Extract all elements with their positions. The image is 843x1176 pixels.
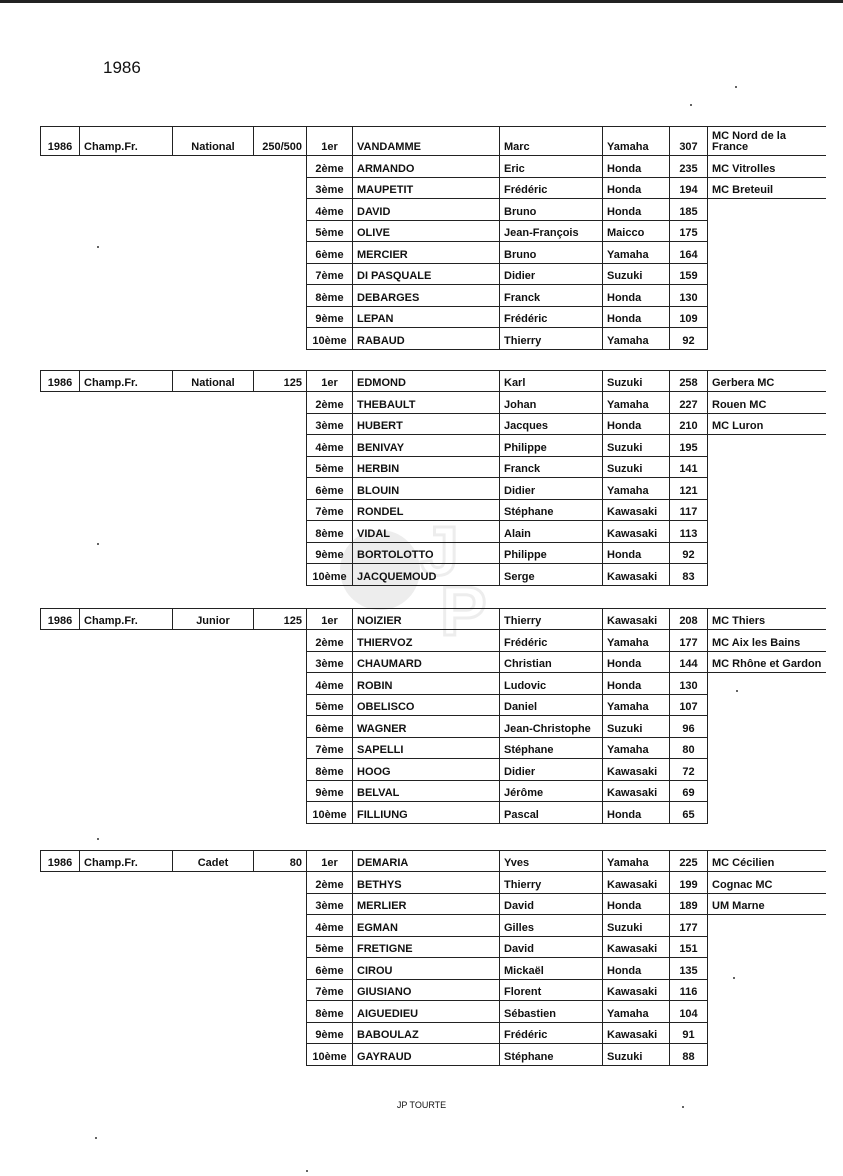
place-cell: 3ème: [306, 178, 353, 200]
brand-cell: Suzuki: [603, 370, 670, 392]
result-row: [40, 958, 826, 980]
place-cell: 6ème: [306, 716, 353, 738]
scan-speck: [97, 246, 99, 248]
brand-cell: Suzuki: [603, 915, 670, 937]
result-row: [40, 370, 826, 392]
club-cell: MC Nord de la France: [708, 126, 826, 156]
surname-cell: BENIVAY: [353, 435, 500, 457]
firstname-cell: Christian: [500, 652, 603, 674]
place-cell: 4ème: [306, 915, 353, 937]
place-cell: 4ème: [306, 435, 353, 457]
points-cell: 307: [670, 126, 708, 156]
scan-speck: [95, 1137, 97, 1139]
category-cell: National: [173, 126, 254, 156]
brand-cell: Kawasaki: [603, 937, 670, 959]
brand-cell: Honda: [603, 673, 670, 695]
firstname-cell: Eric: [500, 156, 603, 178]
result-row: [40, 673, 826, 695]
surname-cell: ROBIN: [353, 673, 500, 695]
result-row: [40, 500, 826, 522]
firstname-cell: Sébastien: [500, 1001, 603, 1023]
firstname-cell: Frédéric: [500, 1023, 603, 1045]
points-cell: 65: [670, 802, 708, 824]
surname-cell: BABOULAZ: [353, 1023, 500, 1045]
result-row: [40, 652, 826, 674]
surname-cell: BLOUIN: [353, 478, 500, 500]
category-cell: National: [173, 370, 254, 392]
firstname-cell: Jean-François: [500, 221, 603, 243]
club-cell: Gerbera MC: [708, 370, 826, 392]
place-cell: 5ème: [306, 457, 353, 479]
points-cell: 91: [670, 1023, 708, 1045]
surname-cell: NOIZIER: [353, 608, 500, 630]
place-cell: 7ème: [306, 738, 353, 760]
firstname-cell: Didier: [500, 759, 603, 781]
class-cell: 80: [254, 850, 306, 872]
points-cell: 130: [670, 673, 708, 695]
brand-cell: Suzuki: [603, 264, 670, 286]
result-row: [40, 264, 826, 286]
surname-cell: JACQUEMOUD: [353, 564, 500, 586]
firstname-cell: Bruno: [500, 199, 603, 221]
place-cell: 7ème: [306, 500, 353, 522]
place-cell: 7ème: [306, 264, 353, 286]
firstname-cell: Didier: [500, 264, 603, 286]
firstname-cell: Pascal: [500, 802, 603, 824]
points-cell: 80: [670, 738, 708, 760]
class-cell: 125: [254, 370, 306, 392]
brand-cell: Suzuki: [603, 716, 670, 738]
surname-cell: EDMOND: [353, 370, 500, 392]
firstname-cell: Franck: [500, 285, 603, 307]
surname-cell: THIERVOZ: [353, 630, 500, 652]
surname-cell: MAUPETIT: [353, 178, 500, 200]
brand-cell: Yamaha: [603, 478, 670, 500]
place-cell: 2ème: [306, 872, 353, 894]
points-cell: 258: [670, 370, 708, 392]
scan-speck: [735, 86, 737, 88]
brand-cell: Kawasaki: [603, 564, 670, 586]
brand-cell: Kawasaki: [603, 872, 670, 894]
result-row: [40, 781, 826, 803]
result-row: [40, 521, 826, 543]
surname-cell: BETHYS: [353, 872, 500, 894]
result-row: [40, 695, 826, 717]
place-cell: 10ème: [306, 564, 353, 586]
competition-cell: Champ.Fr.: [80, 608, 173, 630]
place-cell: 5ème: [306, 937, 353, 959]
surname-cell: CIROU: [353, 958, 500, 980]
points-cell: 117: [670, 500, 708, 522]
firstname-cell: Ludovic: [500, 673, 603, 695]
result-row: [40, 435, 826, 457]
place-cell: 3ème: [306, 652, 353, 674]
points-cell: 107: [670, 695, 708, 717]
result-row: [40, 980, 826, 1002]
brand-cell: Yamaha: [603, 738, 670, 760]
surname-cell: DI PASQUALE: [353, 264, 500, 286]
points-cell: 210: [670, 414, 708, 436]
surname-cell: OLIVE: [353, 221, 500, 243]
brand-cell: Honda: [603, 802, 670, 824]
surname-cell: MERCIER: [353, 242, 500, 264]
result-row: [40, 126, 826, 156]
surname-cell: DAVID: [353, 199, 500, 221]
scan-speck: [690, 104, 692, 106]
page-year-heading: 1986: [103, 58, 141, 77]
brand-cell: Kawasaki: [603, 521, 670, 543]
top-border-rule: [0, 0, 843, 3]
points-cell: 185: [670, 199, 708, 221]
place-cell: 8ème: [306, 521, 353, 543]
surname-cell: MERLIER: [353, 894, 500, 916]
points-cell: 227: [670, 392, 708, 414]
year-cell: 1986: [40, 370, 80, 392]
points-cell: 208: [670, 608, 708, 630]
result-row: [40, 543, 826, 565]
surname-cell: RONDEL: [353, 500, 500, 522]
firstname-cell: David: [500, 937, 603, 959]
brand-cell: Honda: [603, 414, 670, 436]
points-cell: 159: [670, 264, 708, 286]
place-cell: 5ème: [306, 695, 353, 717]
result-row: [40, 564, 826, 586]
result-row: [40, 915, 826, 937]
brand-cell: Yamaha: [603, 695, 670, 717]
points-cell: 109: [670, 307, 708, 329]
surname-cell: FILLIUNG: [353, 802, 500, 824]
competition-cell: Champ.Fr.: [80, 126, 173, 156]
brand-cell: Kawasaki: [603, 500, 670, 522]
svg-text:J: J: [420, 512, 459, 590]
place-cell: 4ème: [306, 199, 353, 221]
brand-cell: Yamaha: [603, 1001, 670, 1023]
result-row: [40, 221, 826, 243]
points-cell: 72: [670, 759, 708, 781]
points-cell: 177: [670, 915, 708, 937]
surname-cell: HERBIN: [353, 457, 500, 479]
firstname-cell: David: [500, 894, 603, 916]
place-cell: 8ème: [306, 759, 353, 781]
place-cell: 1er: [306, 126, 353, 156]
firstname-cell: Florent: [500, 980, 603, 1002]
brand-cell: Yamaha: [603, 242, 670, 264]
points-cell: 195: [670, 435, 708, 457]
result-row: [40, 630, 826, 652]
surname-cell: GAYRAUD: [353, 1044, 500, 1066]
surname-cell: VANDAMME: [353, 126, 500, 156]
result-row: [40, 178, 826, 200]
place-cell: 9ème: [306, 543, 353, 565]
result-row: [40, 937, 826, 959]
surname-cell: LEPAN: [353, 307, 500, 329]
place-cell: 8ème: [306, 285, 353, 307]
result-row: [40, 759, 826, 781]
scan-speck: [733, 977, 735, 979]
brand-cell: Honda: [603, 652, 670, 674]
brand-cell: Yamaha: [603, 392, 670, 414]
result-row: [40, 392, 826, 414]
club-cell: Cognac MC: [708, 872, 826, 894]
brand-cell: Kawasaki: [603, 1023, 670, 1045]
firstname-cell: Didier: [500, 478, 603, 500]
firstname-cell: Thierry: [500, 872, 603, 894]
result-row: [40, 850, 826, 872]
points-cell: 96: [670, 716, 708, 738]
place-cell: 8ème: [306, 1001, 353, 1023]
firstname-cell: Jacques: [500, 414, 603, 436]
points-cell: 199: [670, 872, 708, 894]
brand-cell: Suzuki: [603, 435, 670, 457]
club-cell: MC Luron: [708, 414, 826, 436]
result-row: [40, 894, 826, 916]
place-cell: 2ème: [306, 156, 353, 178]
brand-cell: Kawasaki: [603, 608, 670, 630]
place-cell: 5ème: [306, 221, 353, 243]
points-cell: 113: [670, 521, 708, 543]
brand-cell: Kawasaki: [603, 759, 670, 781]
surname-cell: DEBARGES: [353, 285, 500, 307]
category-cell: Junior: [173, 608, 254, 630]
surname-cell: HOOG: [353, 759, 500, 781]
brand-cell: Honda: [603, 178, 670, 200]
place-cell: 1er: [306, 850, 353, 872]
points-cell: 92: [670, 328, 708, 350]
place-cell: 6ème: [306, 242, 353, 264]
year-cell: 1986: [40, 850, 80, 872]
points-cell: 225: [670, 850, 708, 872]
result-row: [40, 1023, 826, 1045]
surname-cell: VIDAL: [353, 521, 500, 543]
place-cell: 1er: [306, 608, 353, 630]
svg-text:P: P: [440, 572, 487, 650]
place-cell: 10ème: [306, 1044, 353, 1066]
surname-cell: OBELISCO: [353, 695, 500, 717]
place-cell: 2ème: [306, 392, 353, 414]
surname-cell: HUBERT: [353, 414, 500, 436]
scan-speck: [97, 838, 99, 840]
surname-cell: EGMAN: [353, 915, 500, 937]
points-cell: 189: [670, 894, 708, 916]
surname-cell: SAPELLI: [353, 738, 500, 760]
club-cell: MC Breteuil: [708, 178, 826, 200]
points-cell: 69: [670, 781, 708, 803]
points-cell: 88: [670, 1044, 708, 1066]
footer-author: JP TOURTE: [396, 1100, 447, 1110]
firstname-cell: Frédéric: [500, 630, 603, 652]
result-row: [40, 242, 826, 264]
brand-cell: Yamaha: [603, 328, 670, 350]
brand-cell: Honda: [603, 894, 670, 916]
firstname-cell: Gilles: [500, 915, 603, 937]
club-cell: MC Rhône et Gardon: [708, 652, 826, 674]
surname-cell: RABAUD: [353, 328, 500, 350]
surname-cell: BORTOLOTTO: [353, 543, 500, 565]
brand-cell: Honda: [603, 156, 670, 178]
place-cell: 10ème: [306, 802, 353, 824]
brand-cell: Honda: [603, 285, 670, 307]
brand-cell: Maicco: [603, 221, 670, 243]
result-row: [40, 1001, 826, 1023]
points-cell: 130: [670, 285, 708, 307]
scan-speck: [736, 690, 738, 692]
surname-cell: WAGNER: [353, 716, 500, 738]
points-cell: 144: [670, 652, 708, 674]
place-cell: 10ème: [306, 328, 353, 350]
firstname-cell: Daniel: [500, 695, 603, 717]
points-cell: 164: [670, 242, 708, 264]
points-cell: 151: [670, 937, 708, 959]
surname-cell: AIGUEDIEU: [353, 1001, 500, 1023]
place-cell: 9ème: [306, 307, 353, 329]
category-cell: Cadet: [173, 850, 254, 872]
club-cell: UM Marne: [708, 894, 826, 916]
points-cell: 194: [670, 178, 708, 200]
brand-cell: Honda: [603, 199, 670, 221]
points-cell: 135: [670, 958, 708, 980]
surname-cell: CHAUMARD: [353, 652, 500, 674]
place-cell: 9ème: [306, 781, 353, 803]
year-cell: 1986: [40, 608, 80, 630]
firstname-cell: Frédéric: [500, 307, 603, 329]
result-row: [40, 328, 826, 350]
points-cell: 177: [670, 630, 708, 652]
result-row: [40, 738, 826, 760]
points-cell: 116: [670, 980, 708, 1002]
firstname-cell: Stéphane: [500, 1044, 603, 1066]
scan-speck: [97, 543, 99, 545]
result-row: [40, 478, 826, 500]
competition-cell: Champ.Fr.: [80, 850, 173, 872]
brand-cell: Kawasaki: [603, 781, 670, 803]
place-cell: 3ème: [306, 414, 353, 436]
points-cell: 175: [670, 221, 708, 243]
brand-cell: Suzuki: [603, 457, 670, 479]
firstname-cell: Franck: [500, 457, 603, 479]
firstname-cell: Jean-Christophe: [500, 716, 603, 738]
firstname-cell: Alain: [500, 521, 603, 543]
result-row: [40, 802, 826, 824]
firstname-cell: Bruno: [500, 242, 603, 264]
firstname-cell: Stéphane: [500, 500, 603, 522]
firstname-cell: Thierry: [500, 328, 603, 350]
points-cell: 104: [670, 1001, 708, 1023]
brand-cell: Yamaha: [603, 630, 670, 652]
place-cell: 7ème: [306, 980, 353, 1002]
surname-cell: GIUSIANO: [353, 980, 500, 1002]
place-cell: 2ème: [306, 630, 353, 652]
club-cell: Rouen MC: [708, 392, 826, 414]
brand-cell: Kawasaki: [603, 980, 670, 1002]
place-cell: 1er: [306, 370, 353, 392]
firstname-cell: Yves: [500, 850, 603, 872]
firstname-cell: Serge: [500, 564, 603, 586]
firstname-cell: Frédéric: [500, 178, 603, 200]
surname-cell: DEMARIA: [353, 850, 500, 872]
brand-cell: Yamaha: [603, 850, 670, 872]
points-cell: 92: [670, 543, 708, 565]
points-cell: 121: [670, 478, 708, 500]
brand-cell: Honda: [603, 307, 670, 329]
firstname-cell: Jérôme: [500, 781, 603, 803]
firstname-cell: Johan: [500, 392, 603, 414]
result-row: [40, 872, 826, 894]
scan-speck: [682, 1106, 684, 1108]
scan-speck: [306, 1170, 308, 1172]
club-cell: MC Thiers: [708, 608, 826, 630]
result-row: [40, 608, 826, 630]
place-cell: 6ème: [306, 478, 353, 500]
firstname-cell: Karl: [500, 370, 603, 392]
place-cell: 9ème: [306, 1023, 353, 1045]
result-row: [40, 307, 826, 329]
year-cell: 1986: [40, 126, 80, 156]
brand-cell: Suzuki: [603, 1044, 670, 1066]
firstname-cell: Philippe: [500, 435, 603, 457]
surname-cell: ARMANDO: [353, 156, 500, 178]
firstname-cell: Marc: [500, 126, 603, 156]
club-cell: MC Cécilien: [708, 850, 826, 872]
brand-cell: Honda: [603, 958, 670, 980]
result-row: [40, 156, 826, 178]
class-cell: 250/500: [254, 126, 306, 156]
result-row: [40, 716, 826, 738]
surname-cell: FRETIGNE: [353, 937, 500, 959]
firstname-cell: Stéphane: [500, 738, 603, 760]
firstname-cell: Mickaël: [500, 958, 603, 980]
club-cell: MC Vitrolles: [708, 156, 826, 178]
place-cell: 6ème: [306, 958, 353, 980]
firstname-cell: Philippe: [500, 543, 603, 565]
brand-cell: Yamaha: [603, 126, 670, 156]
competition-cell: Champ.Fr.: [80, 370, 173, 392]
points-cell: 235: [670, 156, 708, 178]
result-row: [40, 457, 826, 479]
result-row: [40, 1044, 826, 1066]
points-cell: 141: [670, 457, 708, 479]
result-row: [40, 285, 826, 307]
result-row: [40, 199, 826, 221]
brand-cell: Honda: [603, 543, 670, 565]
place-cell: 3ème: [306, 894, 353, 916]
points-cell: 83: [670, 564, 708, 586]
surname-cell: THEBAULT: [353, 392, 500, 414]
firstname-cell: Thierry: [500, 608, 603, 630]
place-cell: 4ème: [306, 673, 353, 695]
class-cell: 125: [254, 608, 306, 630]
club-cell: MC Aix les Bains: [708, 630, 826, 652]
result-row: [40, 414, 826, 436]
surname-cell: BELVAL: [353, 781, 500, 803]
